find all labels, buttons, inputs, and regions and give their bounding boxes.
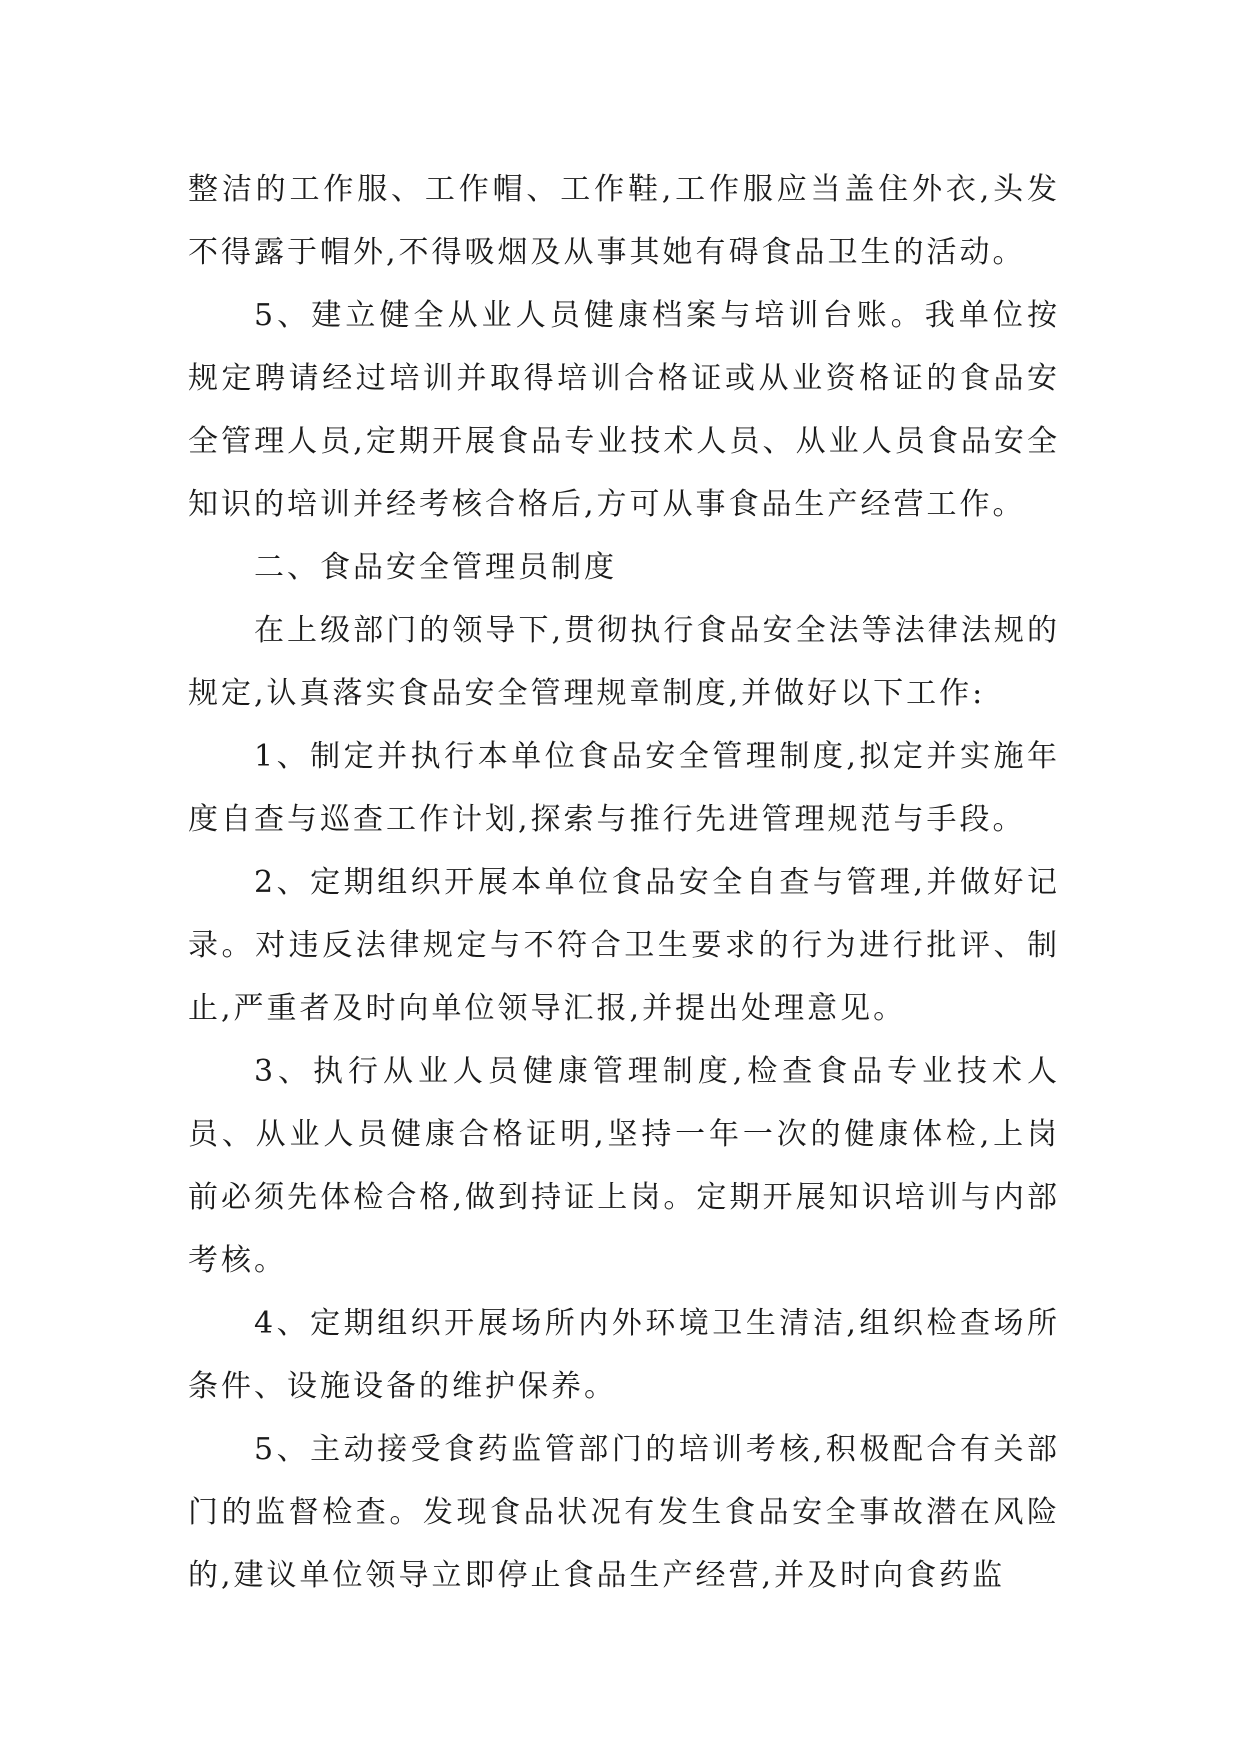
paragraph-item-5-health-records: 5、建立健全从业人员健康档案与培训台账。我单位按规定聘请经过培训并取得培训合格证或从业资格证的食品安全管理人员,定期开展食品专业技术人员、从业人员食品安全知识的培训并经考核合格后,方可从事食品生产经营工作。 <box>188 298 1060 522</box>
paragraph-item-3: 3、执行从业人员健康管理制度,检查食品专业技术人员、从业人员健康合格证明,坚持一年一次的健康体检,上岗前必须先体检合格,做到持证上岗。定期开展知识培训与内部考核。 <box>188 1054 1060 1278</box>
paragraph-item-4: 4、定期组织开展场所内外环境卫生清洁,组织检查场所条件、设施设备的维护保养。 <box>188 1306 1060 1404</box>
paragraph-continuation: 整洁的工作服、工作帽、工作鞋,工作服应当盖住外衣,头发不得露于帽外,不得吸烟及从事其她有碍食品卫生的活动。 <box>188 172 1060 270</box>
section-heading-food-safety-manager: 二、食品安全管理员制度 <box>254 550 617 585</box>
document-body <box>188 158 1060 1607</box>
paragraph-intro: 在上级部门的领导下,贯彻执行食品安全法等法律法规的规定,认真落实食品安全管理规章制度,并做好以下工作: <box>188 613 1060 711</box>
paragraph-item-2: 2、定期组织开展本单位食品安全自查与管理,并做好记录。对违反法律规定与不符合卫生要求的行为进行批评、制止,严重者及时向单位领导汇报,并提出处理意见。 <box>188 865 1060 1026</box>
paragraph-item-1: 1、制定并执行本单位食品安全管理制度,拟定并实施年度自查与巡查工作计划,探索与推行先进管理规范与手段。 <box>188 739 1060 837</box>
paragraph-item-5-inspection: 5、主动接受食药监管部门的培训考核,积极配合有关部门的监督检查。发现食品状况有发生食品安全事故潜在风险的,建议单位领导立即停止食品生产经营,并及时向食药监 <box>188 1432 1060 1593</box>
